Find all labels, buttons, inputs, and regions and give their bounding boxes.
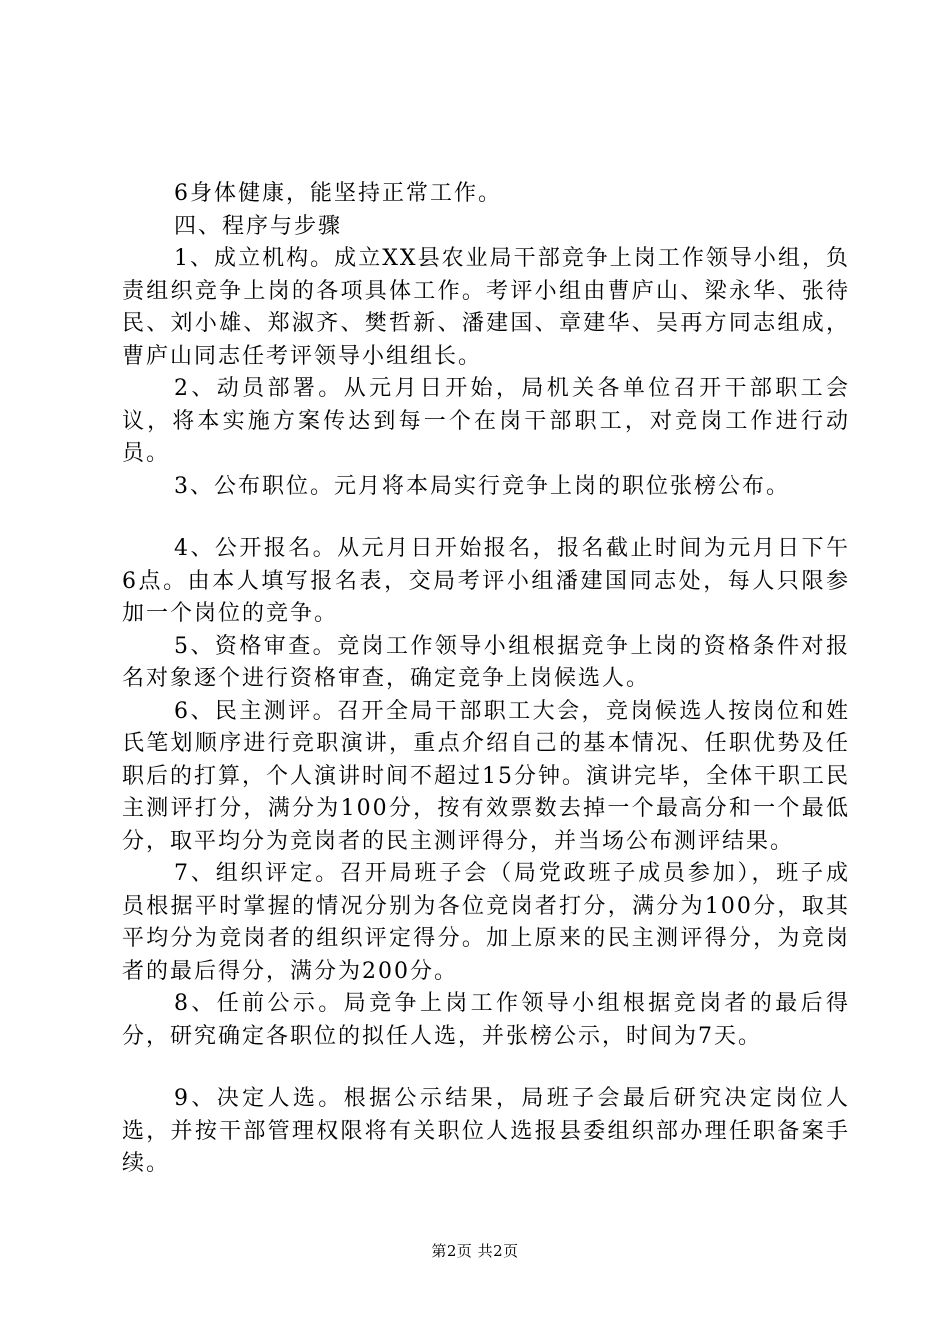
paragraph-step-2: 2、动员部署。从元月日开始，局机关各单位召开干部职工会议，将本实施方案传达到每一个在岗干部职工，对竞岗工作进行动员。: [122, 376, 850, 466]
paragraph-step-5: 5、资格审查。竞岗工作领导小组根据竞争上岗的资格条件对报名对象逐个进行资格审查，确定竞争上岗候选人。: [122, 633, 850, 691]
paragraph-step-7: 7、组织评定。召开局班子会（局党政班子成员参加），班子成员根据平时掌握的情况分别为各位竞岗者打分，满分为100分，取其平均分为竞岗者的组织评定得分。加上原来的民主测评得分，为竞岗者的最后得分，满分为200分。: [122, 861, 850, 984]
paragraph-step-4: 4、公开报名。从元月日开始报名，报名截止时间为元月日下午6点。由本人填写报名表，交局考评小组潘建国同志处，每人只限参加一个岗位的竞争。: [122, 536, 850, 626]
paragraph-step-9: 9、决定人选。根据公示结果，局班子会最后研究决定岗位人选，并按干部管理权限将有关职位人选报县委组织部办理任职备案手续。: [122, 1086, 850, 1176]
section-heading-procedure: 四、程序与步骤: [174, 213, 343, 239]
paragraph-step-6: 6、民主测评。召开全局干部职工大会，竞岗候选人按岗位和姓氏笔划顺序进行竞职演讲，重点介绍自己的基本情况、任职优势及任职后的打算，个人演讲时间不超过15分钟。演讲完毕，全体干职工民主测评打分，满分为100分，按有效票数去掉一个最高分和一个最低分，取平均分为竞岗者的民主测评得分，并当场公布测评结果。: [122, 698, 850, 854]
paragraph-step-8: 8、任前公示。局竞争上岗工作领导小组根据竞岗者的最后得分，研究确定各职位的拟任人选，并张榜公示，时间为7天。: [122, 991, 850, 1049]
page-footer: [0, 1241, 950, 1261]
document-body: [122, 178, 850, 1181]
paragraph-health-requirement: 6身体健康，能坚持正常工作。: [174, 181, 502, 206]
paragraph-step-1: 1、成立机构。成立XX县农业局干部竞争上岗工作领导小组，负责组织竞争上岗的各项具体工作。考评小组由曹庐山、梁永华、张待民、刘小雄、郑淑齐、樊哲新、潘建国、章建华、吴再方同志组成，曹庐山同志任考评领导小组组长。: [122, 246, 850, 369]
page-number-label: 第2页 共2页: [431, 1242, 519, 1260]
paragraph-step-3: 3、公布职位。元月将本局实行竞争上岗的职位张榜公布。: [174, 473, 790, 499]
